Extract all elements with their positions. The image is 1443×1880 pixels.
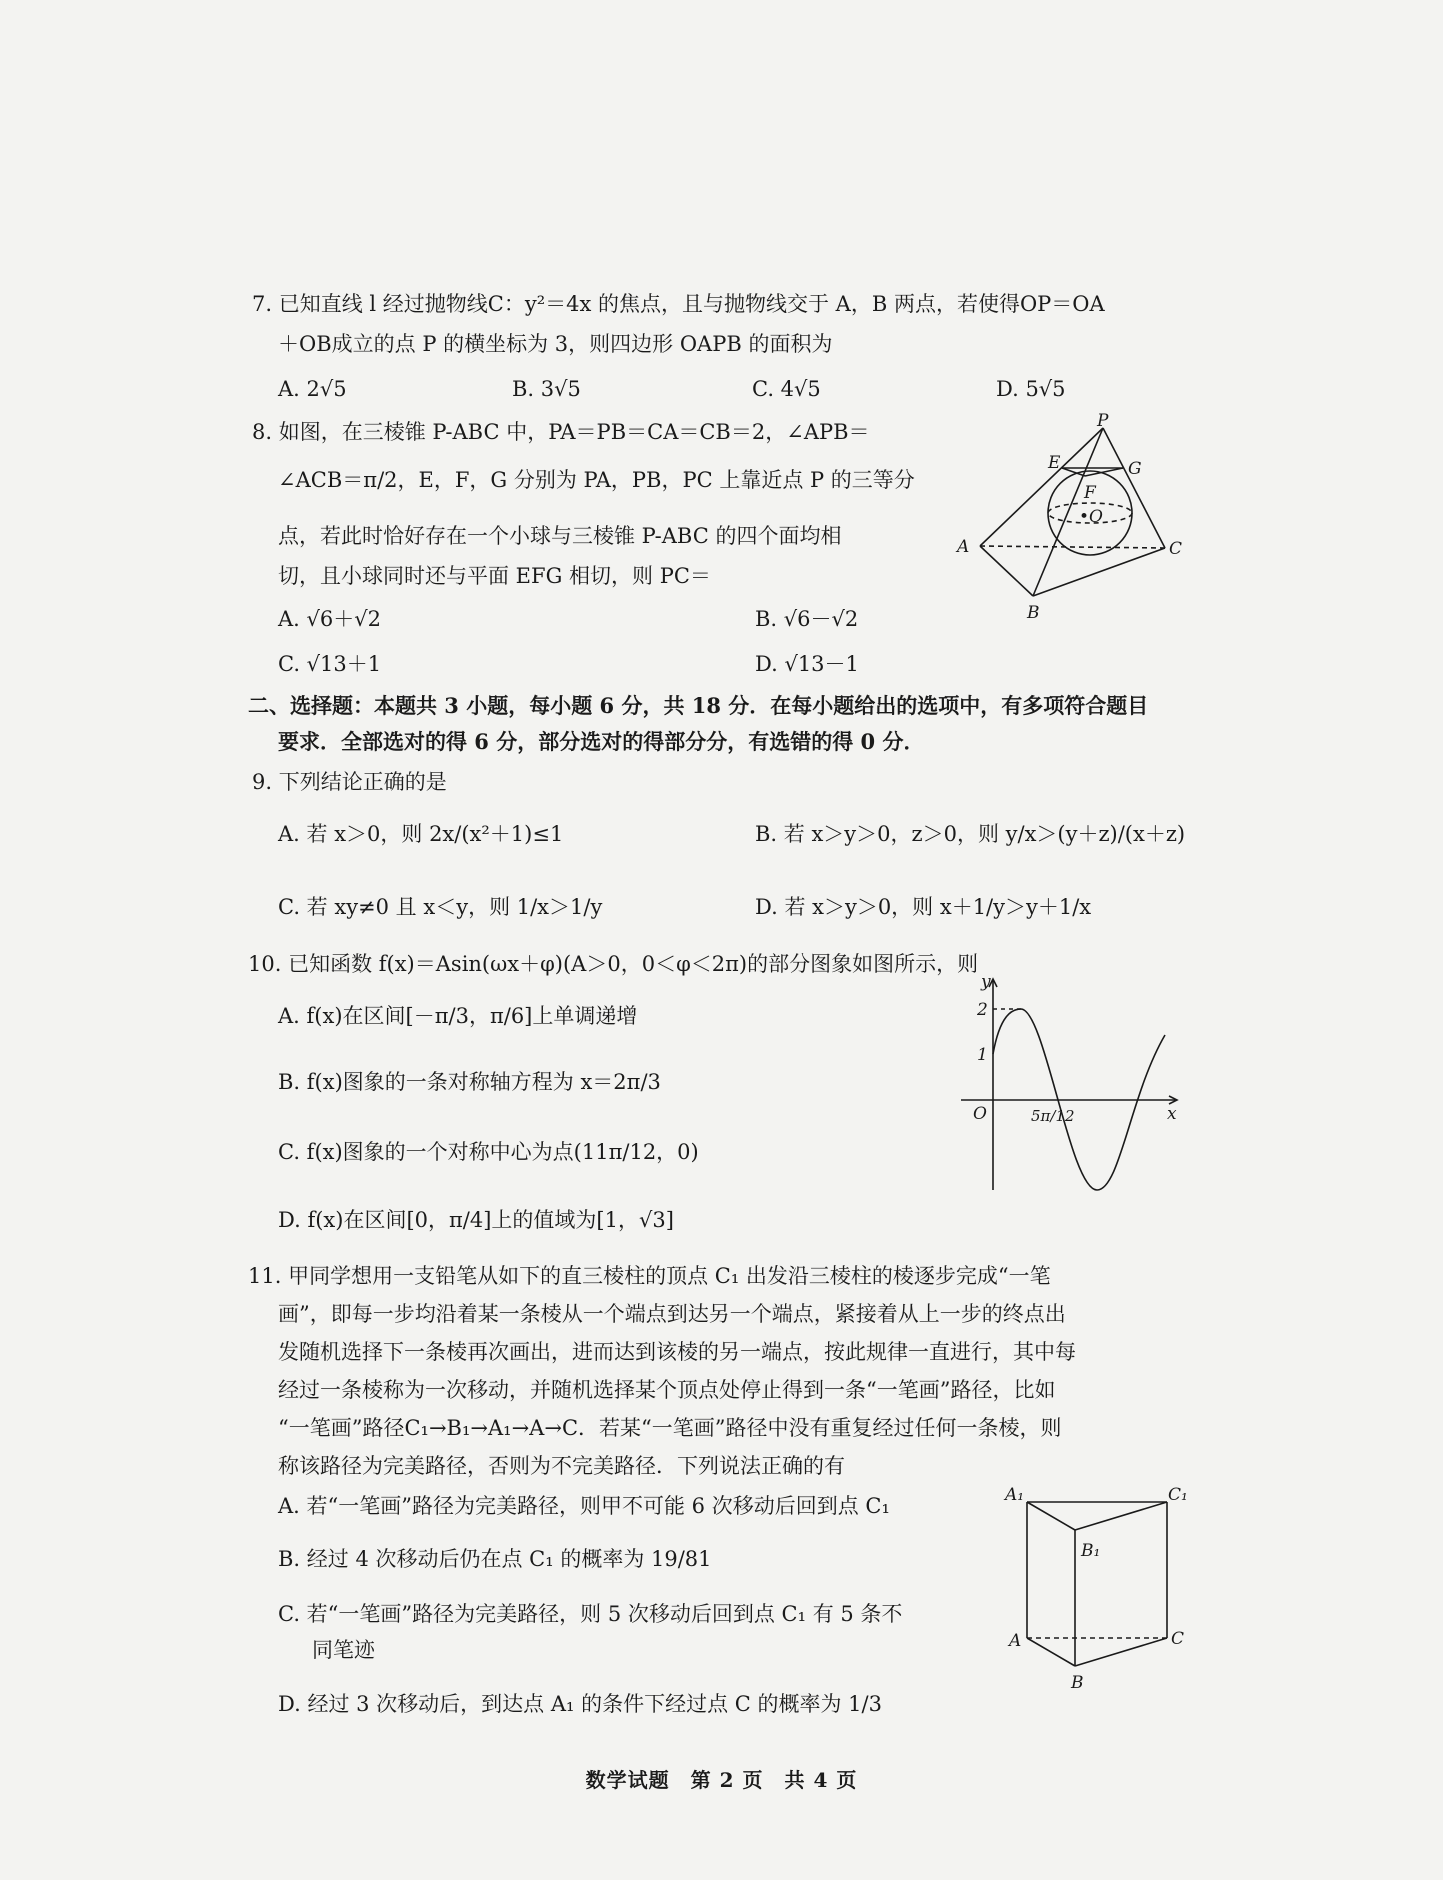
q11-option-c-line-2: 同笔迹 — [312, 1638, 375, 1662]
q10-option-c: C. f(x)图象的一个对称中心为点(11π/12，0) — [278, 1140, 699, 1164]
graph-label-y: y — [981, 972, 991, 992]
q7-line-2: ＋OB成立的点 P 的横坐标为 3，则四边形 OAPB 的面积为 — [278, 332, 833, 356]
tetra-label-e: E — [1048, 453, 1061, 473]
graph-label-5pi12: 5π/12 — [1031, 1107, 1075, 1125]
q9-option-b: B. 若 x＞y＞0，z＞0，则 y/x＞(y＋z)/(x＋z) — [755, 822, 1186, 846]
page-footer: 数学试题 第 2 页 共 4 页 — [585, 1768, 858, 1792]
sine-graph-figure — [955, 972, 1185, 1195]
q8-option-c: C. √13＋1 — [278, 652, 382, 676]
tetra-label-o: •O — [1079, 507, 1103, 527]
q11-line-1: 11. 甲同学想用一支铅笔从如下的直三棱柱的顶点 C₁ 出发沿三棱柱的棱逐步完成“一笔 — [248, 1264, 1051, 1288]
q11-line-2: 画”，即每一步均沿着某一条棱从一个端点到达另一个端点，紧接着从上一步的终点出 — [278, 1302, 1066, 1326]
prism-label-a: A — [1009, 1631, 1022, 1651]
q11-option-a: A. 若“一笔画”路径为完美路径，则甲不可能 6 次移动后回到点 C₁ — [278, 1494, 890, 1518]
q11-option-b: B. 经过 4 次移动后仍在点 C₁ 的概率为 19/81 — [278, 1547, 712, 1571]
prism-figure — [1005, 1485, 1195, 1698]
q10-option-a: A. f(x)在区间[－π/3，π/6]上单调递增 — [278, 1004, 638, 1028]
graph-label-1: 1 — [977, 1045, 988, 1065]
q7-option-b: B. 3√5 — [512, 377, 581, 401]
q10-option-d: D. f(x)在区间[0，π/4]上的值域为[1，√3] — [278, 1208, 674, 1232]
q8-line-4: 切，且小球同时还与平面 EFG 相切，则 PC＝ — [278, 564, 711, 588]
q9-stem: 9. 下列结论正确的是 — [252, 770, 447, 794]
prism-label-c1: C₁ — [1168, 1485, 1188, 1505]
q11-line-3: 发随机选择下一条棱再次画出，进而达到该棱的另一端点，按此规律一直进行，其中每 — [278, 1340, 1076, 1364]
q7-option-c: C. 4√5 — [752, 377, 821, 401]
graph-label-x: x — [1167, 1104, 1177, 1124]
q11-line-6: 称该路径为完美路径，否则为不完美路径．下列说法正确的有 — [278, 1454, 845, 1478]
q8-line-2: ∠ACB＝π/2，E，F，G 分别为 PA，PB，PC 上靠近点 P 的三等分 — [278, 468, 915, 492]
q8-line-1: 8. 如图，在三棱锥 P-ABC 中，PA＝PB＝CA＝CB＝2，∠APB＝ — [252, 420, 870, 444]
q8-option-d: D. √13－1 — [755, 652, 859, 676]
q11-line-5: “一笔画”路径C₁→B₁→A₁→A→C．若某“一笔画”路径中没有重复经过任何一条棱，则 — [278, 1416, 1062, 1440]
q9-option-a: A. 若 x＞0，则 2x/(x²＋1)≤1 — [278, 822, 564, 846]
q11-option-c-line-1: C. 若“一笔画”路径为完美路径，则 5 次移动后回到点 C₁ 有 5 条不 — [278, 1602, 903, 1626]
section2-line-1: 二、选择题：本题共 3 小题，每小题 6 分，共 18 分．在每小题给出的选项中，有多项符合题目 — [248, 693, 1149, 718]
tetra-label-f: F — [1084, 483, 1096, 503]
tetra-label-c: C — [1169, 539, 1183, 559]
q10-stem: 10. 已知函数 f(x)＝Asin(ωx＋φ)(A＞0，0＜φ＜2π)的部分图象如图所示，则 — [248, 952, 979, 976]
prism-label-c: C — [1171, 1629, 1185, 1649]
prism-label-b: B — [1071, 1673, 1084, 1693]
tetrahedron-figure — [955, 411, 1195, 628]
prism-label-b1: B₁ — [1081, 1541, 1101, 1561]
tetra-label-p: P — [1097, 411, 1109, 431]
q8-option-b: B. √6－√2 — [755, 607, 859, 631]
q9-option-c: C. 若 xy≠0 且 x＜y，则 1/x＞1/y — [278, 895, 603, 919]
q11-line-4: 经过一条棱称为一次移动，并随机选择某个顶点处停止得到一条“一笔画”路径，比如 — [278, 1378, 1056, 1402]
q8-option-a: A. √6＋√2 — [278, 607, 382, 631]
q9-option-d: D. 若 x＞y＞0，则 x＋1/y＞y＋1/x — [755, 895, 1092, 919]
q7-option-d: D. 5√5 — [996, 377, 1066, 401]
q8-line-3: 点，若此时恰好存在一个小球与三棱锥 P-ABC 的四个面均相 — [278, 524, 842, 548]
q11-option-d: D. 经过 3 次移动后，到达点 A₁ 的条件下经过点 C 的概率为 1/3 — [278, 1692, 882, 1716]
graph-label-2: 2 — [977, 1000, 988, 1020]
section2-line-2: 要求．全部选对的得 6 分，部分选对的得部分分，有选错的得 0 分． — [278, 729, 925, 754]
q10-option-b: B. f(x)图象的一条对称轴方程为 x＝2π/3 — [278, 1070, 661, 1094]
graph-label-o: O — [973, 1104, 987, 1124]
tetra-label-b: B — [1027, 603, 1040, 623]
tetra-label-g: G — [1128, 459, 1142, 479]
tetra-label-a: A — [957, 537, 970, 557]
prism-label-a1: A₁ — [1005, 1485, 1025, 1505]
q7-option-a: A. 2√5 — [278, 377, 347, 401]
q7-line-1: 7. 已知直线 l 经过抛物线C：y²＝4x 的焦点，且与抛物线交于 A，B 两点，若使得OP＝OA — [252, 292, 1105, 316]
